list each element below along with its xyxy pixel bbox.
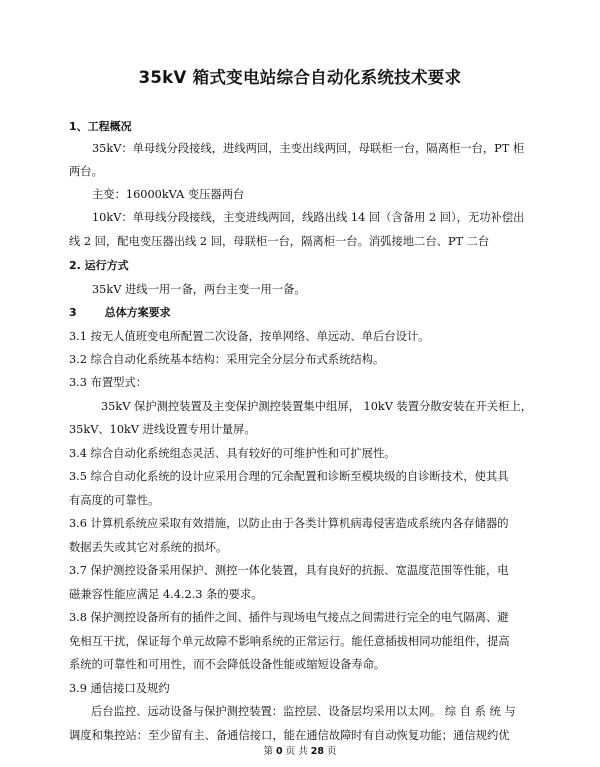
clause-3-7-line-2: 磁兼容性能应满足 4.4.2.3 条的要求。 (69, 588, 263, 601)
clause-3-8-line-1: 3.8 保护测控设备所有的插件之间、插件与现场电气接点之间需进行完全的电气隔离、避 (69, 611, 509, 624)
clause-3-2: 3.2 综合自动化系统基本结构：采用完全分层分布式系统结构。 (69, 353, 385, 366)
section-3-heading-number: 3 (69, 306, 77, 319)
footer-prefix: 第 (263, 746, 273, 757)
page-footer (0, 743, 600, 757)
clause-3-4: 3.4 综合自动化系统组态灵活、具有较好的可维护性和可扩展性。 (69, 447, 396, 460)
section-3-heading (69, 306, 171, 320)
clause-3-6-line-2: 数据丢失或其它对系统的损坏。 (69, 541, 228, 554)
footer-total-pages: 28 (310, 746, 324, 757)
footer-middle: 页 共 (285, 746, 308, 757)
section-3-heading-text: 总体方案要求 (104, 306, 171, 319)
footer-current-page: 0 (276, 746, 283, 757)
clause-3-8-line-3: 系统的可靠性和可用性，而不会降低设备性能或缩短设备寿命。 (69, 658, 386, 671)
clause-3-9-line-2: 调度和集控站：至少留有主、备通信接口，能在通信故障时有自动恢复功能；通信规约优 (69, 729, 510, 742)
section-1-para-2: 主变：16000kVA 变压器两台 (92, 188, 245, 201)
footer-suffix: 页 (327, 746, 337, 757)
section-1-heading: 1、工程概况 (69, 120, 132, 133)
section-1-para-1-line-1: 35kV：单母线分段接线，进线两回，主变出线两回，母联柜一台，隔离柜一台，PT 柜 (92, 142, 525, 155)
clause-3-6-line-1: 3.6 计算机系统应采取有效措施，以防止由于各类计算机病毒侵害造成系统内各存储器的 (69, 517, 509, 530)
clause-3-1: 3.1 按无人值班变电所配置二次设备，按单网络、单远动、单后台设计。 (69, 330, 430, 343)
clause-3-3-line-1: 35kV 保护测控装置及主变保护测控装置集中组屏， 10kV 装置分散安装在开关柜上， (101, 400, 533, 413)
clause-3-9-line-1: 后台监控、远动设备与保护测控装置：监控层、设备层均采用以太网。 综 自 系 统 与 (91, 705, 516, 718)
section-1-para-3-line-2: 线 2 回，配电变压器出线 2 回，母联柜一台，隔离柜一台。消弧接地二台、PT 二台 (69, 235, 490, 248)
clause-3-3: 3.3 布置型式： (69, 376, 148, 389)
clause-3-9: 3.9 通信接口及规约 (69, 682, 170, 695)
section-1-para-3-line-1: 10kV：单母线分段接线，主变进线两回，线路出线 14 回（含备用 2 回），无功补偿出 (92, 211, 525, 224)
clause-3-7-line-1: 3.7 保护测控设备采用保护、测控一体化装置，具有良好的抗振、宽温度范围等性能，电 (69, 564, 509, 577)
document-title: 35kV 箱式变电站综合自动化系统技术要求 (138, 68, 462, 87)
clause-3-5-line-2: 有高度的可靠性。 (69, 494, 160, 507)
section-1-para-1-line-2: 两台。 (69, 165, 103, 178)
section-2-heading: 2. 运行方式 (69, 259, 129, 272)
clause-3-3-line-2: 35kV、10kV 进线设置专用计量屏。 (69, 423, 256, 436)
section-2-para-1: 35kV 进线一用一备，两台主变一用一备。 (92, 283, 306, 296)
clause-3-5-line-1: 3.5 综合自动化系统的设计应采用合理的冗余配置和诊断至模块级的自诊断技术，使其具 (69, 470, 509, 483)
clause-3-8-line-2: 免相互干扰，保证每个单元故障不影响系统的正常运行。能任意插拔相同功能组件，提高 (69, 635, 510, 648)
